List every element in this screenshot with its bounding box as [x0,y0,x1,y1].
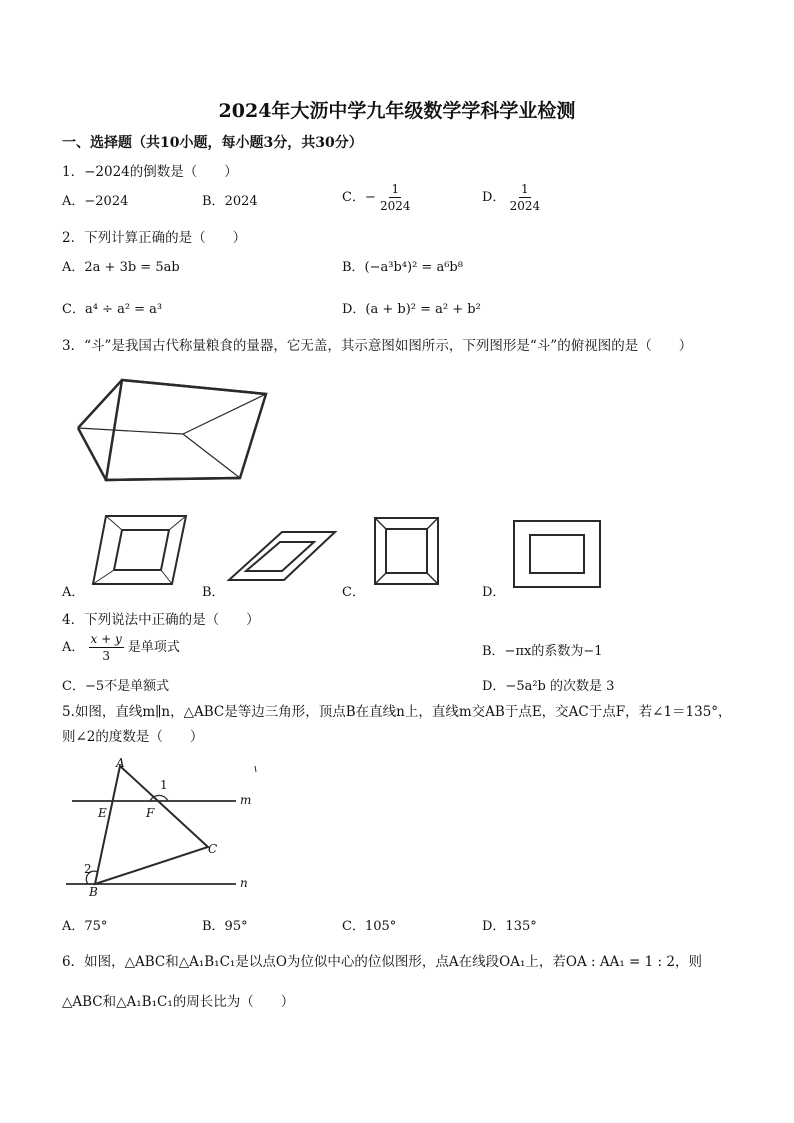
q3-option-c-label[interactable]: C． [342,585,365,600]
option-prefix: A． [62,194,85,209]
q4-option-d[interactable]: D．−5a²b 的次数是 3 [482,679,615,694]
q5-option-a[interactable]: A．75° [62,919,108,934]
fraction [510,183,541,212]
q3-option-b-label[interactable]: B． [202,585,225,600]
triangle-abc [95,766,208,884]
option-text: 2024 [224,194,258,209]
option-prefix: D． [482,190,506,205]
angle-1-label: 1 [160,778,168,792]
option-prefix: A． [62,640,85,655]
option-prefix: C． [342,190,365,205]
fraction-denominator: 3 [102,649,110,663]
option-text: −2024 [84,194,129,209]
question-5-stem-line1: 5.如图，直线m∥n，△ABC是等边三角形，顶点B在直线n上，直线m交AB于点E，交AC于点F，若∠1＝135°， [62,704,732,720]
fraction-denominator: 2024 [509,199,541,213]
vertex-b-label: B [89,885,98,899]
q4-option-a[interactable] [62,633,180,662]
question-2-stem: 2．下列计算正确的是（ ） [62,230,247,246]
dou-outline [78,380,266,480]
q3-option-d-label[interactable]: D． [482,585,506,600]
q3-option-a-label[interactable]: A． [62,585,85,600]
vertex-a-label: A [116,756,125,770]
q5-option-d[interactable]: D．135° [482,919,537,934]
q1-option-b[interactable] [202,190,258,209]
question-3-stem: 3．“斗”是我国古代称量粮食的量器，它无盖，其示意图如图所示，下列图形是“斗”的俯视图的是（ ） [62,338,693,354]
fraction [380,183,411,212]
line-m-label: m [240,793,252,807]
q4-option-c[interactable]: C．−5不是单额式 [62,679,170,694]
fraction-numerator: 1 [391,182,400,196]
q1-option-c[interactable] [342,183,411,212]
q1-option-d[interactable] [482,183,540,212]
vertex-c-label: C [208,842,218,856]
q2-option-d[interactable]: D．(a + b)² = a² + b² [342,302,481,317]
question-4-stem: 4．下列说法中正确的是（ ） [62,612,260,628]
q1-option-a[interactable] [62,190,128,209]
fraction-numerator: x + y [90,632,122,646]
question-5-stem-line2: 则∠2的度数是（ ） [62,729,204,745]
angle-2-label: 2 [84,862,92,876]
line-n-label: n [240,876,248,890]
option-sign: − [364,190,376,205]
q2-option-a[interactable]: A．2a + 3b = 5ab [62,260,180,275]
q2-option-c[interactable]: C．a⁴ ÷ a² = a³ [62,302,163,317]
option-prefix: B． [202,194,225,209]
section-heading: 一、选择题（共10小题，每小题3分，共30分） [62,135,363,151]
point-f-label: F [146,806,155,820]
option-text: 是单项式 [127,640,180,655]
question-6-stem-line1: 6．如图，△ABC和△A₁B₁C₁是以点O为位似中心的位似图形，点A在线段OA₁上，若OA : AA₁ = 1 : 2，则 [62,954,702,970]
fraction [89,633,124,662]
question-6-stem-line2: △ABC和△A₁B₁C₁的周长比为（ ） [62,994,295,1010]
point-e-label: E [98,806,107,820]
q2-option-b[interactable]: B．(−a³b⁴)² = a⁶b⁸ [342,260,463,275]
page-title: 2024年大沥中学九年级数学学科学业检测 [218,100,576,122]
question-1-stem: 1．−2024的倒数是（ ） [62,164,238,180]
q4-option-b[interactable]: B．−πx的系数为−1 [482,644,603,659]
fraction-denominator: 2024 [380,199,411,213]
q5-option-b[interactable]: B．95° [202,919,248,934]
fraction-numerator: 1 [521,182,529,196]
q5-option-c[interactable]: C．105° [342,919,397,934]
angle-1-arc [150,795,168,801]
